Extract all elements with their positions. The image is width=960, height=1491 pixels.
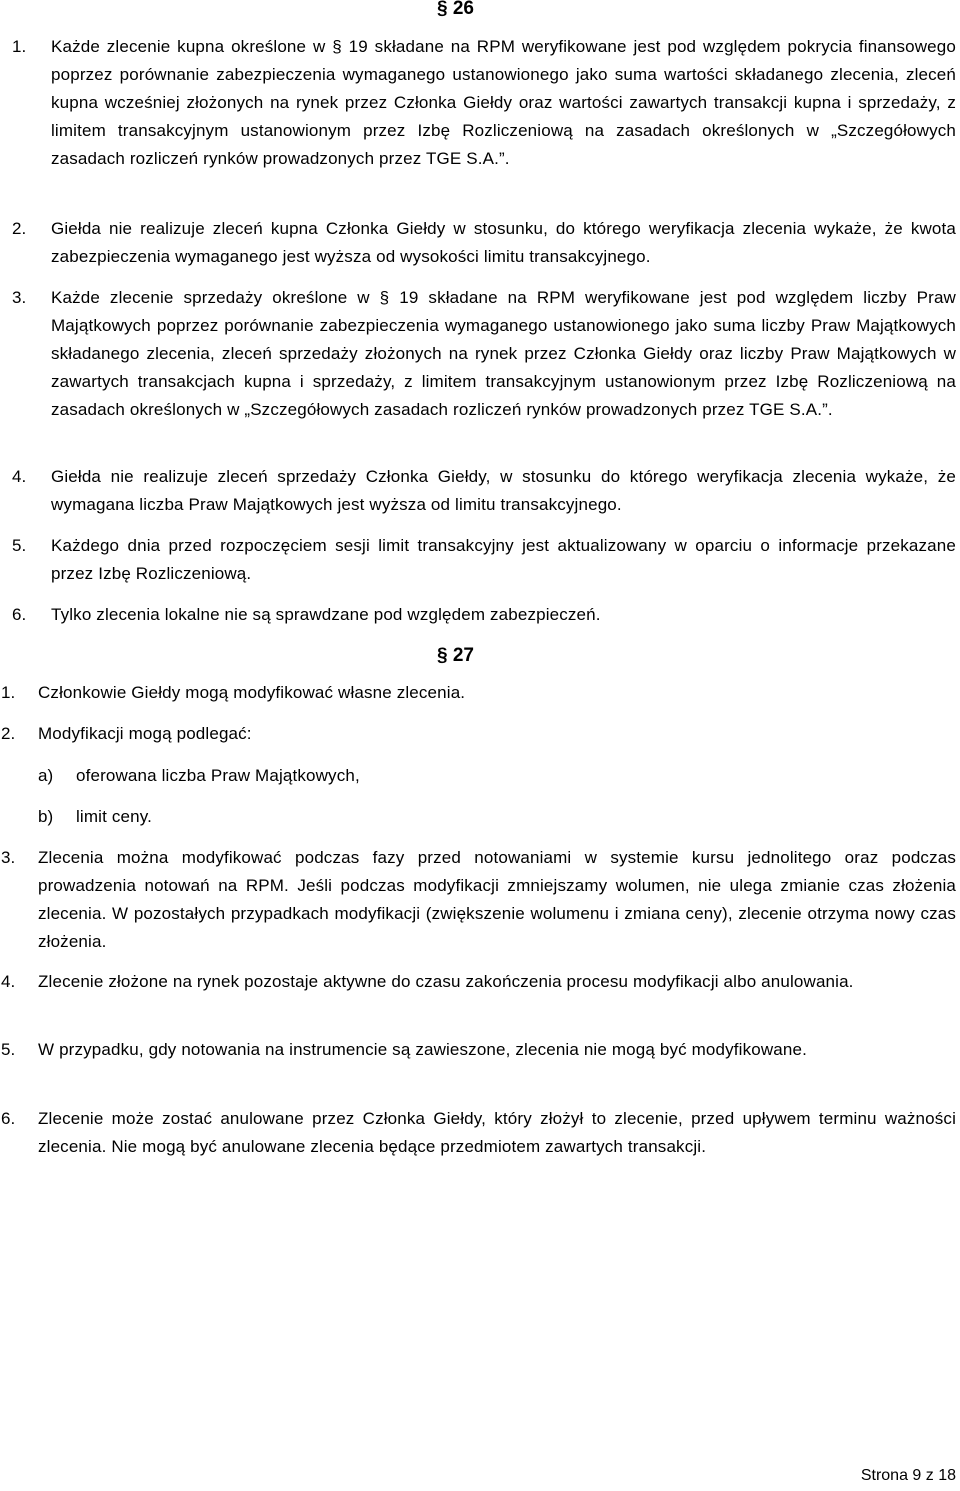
page-number-footer: Strona 9 z 18	[860, 1467, 956, 1484]
item-number: 5.	[12, 536, 27, 555]
item-number: 1.	[1, 683, 16, 702]
item-number: 6.	[12, 605, 27, 624]
item-number: 6.	[1, 1109, 16, 1128]
item-number: 3.	[12, 288, 27, 307]
item-text: Giełda nie realizuje zleceń kupna Członka Giełdy w stosunku, do którego weryfikacja zlecenia wykaże, że kwota zabezpieczenia wymaganego jest wyższa od wysokości limitu transakcyjnego.	[51, 219, 956, 266]
item-text: limit ceny.	[76, 807, 152, 826]
item-text: W przypadku, gdy notowania na instrumencie są zawieszone, zlecenia nie mogą być modyfikowane.	[38, 1040, 807, 1059]
section-26-heading: § 26	[437, 0, 474, 19]
item-text: Każdego dnia przed rozpoczęciem sesji limit transakcyjny jest aktualizowany w oparciu o informacje przekazane przez Izbę Rozliczeniową.	[51, 536, 956, 583]
item-text: Giełda nie realizuje zleceń sprzedaży Członka Giełdy, w stosunku do którego weryfikacja zlecenia wykaże, że wymagana liczba Praw Majątkowych jest wyższa od limitu transakcyjnego.	[51, 467, 956, 514]
item-number: 4.	[1, 972, 16, 991]
item-number: 2.	[12, 219, 27, 238]
item-text: oferowana liczba Praw Majątkowych,	[76, 766, 360, 785]
section-27-heading: § 27	[437, 645, 474, 666]
item-number: 5.	[1, 1040, 16, 1059]
item-letter: a)	[38, 766, 54, 785]
item-text: Zlecenia można modyfikować podczas fazy przed notowaniami w systemie kursu jednolitego oraz podczas prowadzenia notowań na RPM. Jeśli podczas modyfikacji zmniejszamy wolumen, nie ulega zmianie czas złożenia zlecenia. W pozostałych przypadkach modyfikacji (zwiększenie wolumenu i zmiana ceny), zlecenie otrzyma nowy czas złożenia.	[38, 848, 956, 951]
item-number: 3.	[1, 848, 16, 867]
item-text: Każde zlecenie sprzedaży określone w § 19 składane na RPM weryfikowane jest pod względem liczby Praw Majątkowych poprzez porównanie zabezpieczenia wymaganego ustanowionego jako suma liczby Praw Majątkowych składanego zlecenia, zleceń sprzedaży złożonych na rynek przez Członka Giełdy oraz liczby Praw Majątkowych w zawartych transakcjach kupna i sprzedaży, z limitem transakcyjnym ustanowionym przez Izbę Rozliczeniową na zasadach określonych w „Szczegółowych zasadach rozliczeń rynków prowadzonych przez TGE S.A.”.	[51, 288, 956, 419]
item-text: Każde zlecenie kupna określone w § 19 składane na RPM weryfikowane jest pod względem pokrycia finansowego poprzez porównanie zabezpieczenia wymaganego ustanowionego jako suma wartości składanego zlecenia, zleceń kupna wcześniej złożonych na rynek przez Członka Giełdy oraz wartości zawartych transakcji kupna i sprzedaży, z limitem transakcyjnym ustanowionym przez Izbę Rozliczeniową na zasadach określonych w „Szczegółowych zasadach rozliczeń rynków prowadzonych przez TGE S.A.”.	[51, 37, 956, 168]
item-text: Tylko zlecenia lokalne nie są sprawdzane pod względem zabezpieczeń.	[51, 605, 601, 624]
item-text: Zlecenie może zostać anulowane przez Członka Giełdy, który złożył to zlecenie, przed upływem terminu ważności zlecenia. Nie mogą być anulowane zlecenia będące przedmiotem zawartych transakcji.	[38, 1109, 956, 1156]
item-letter: b)	[38, 807, 54, 826]
item-number: 1.	[12, 37, 27, 56]
item-number: 4.	[12, 467, 27, 486]
item-number: 2.	[1, 724, 16, 743]
item-text: Członkowie Giełdy mogą modyfikować własne zlecenia.	[38, 683, 466, 702]
item-text: Modyfikacji mogą podlegać:	[38, 724, 252, 743]
item-text: Zlecenie złożone na rynek pozostaje aktywne do czasu zakończenia procesu modyfikacji albo anulowania.	[38, 972, 854, 991]
